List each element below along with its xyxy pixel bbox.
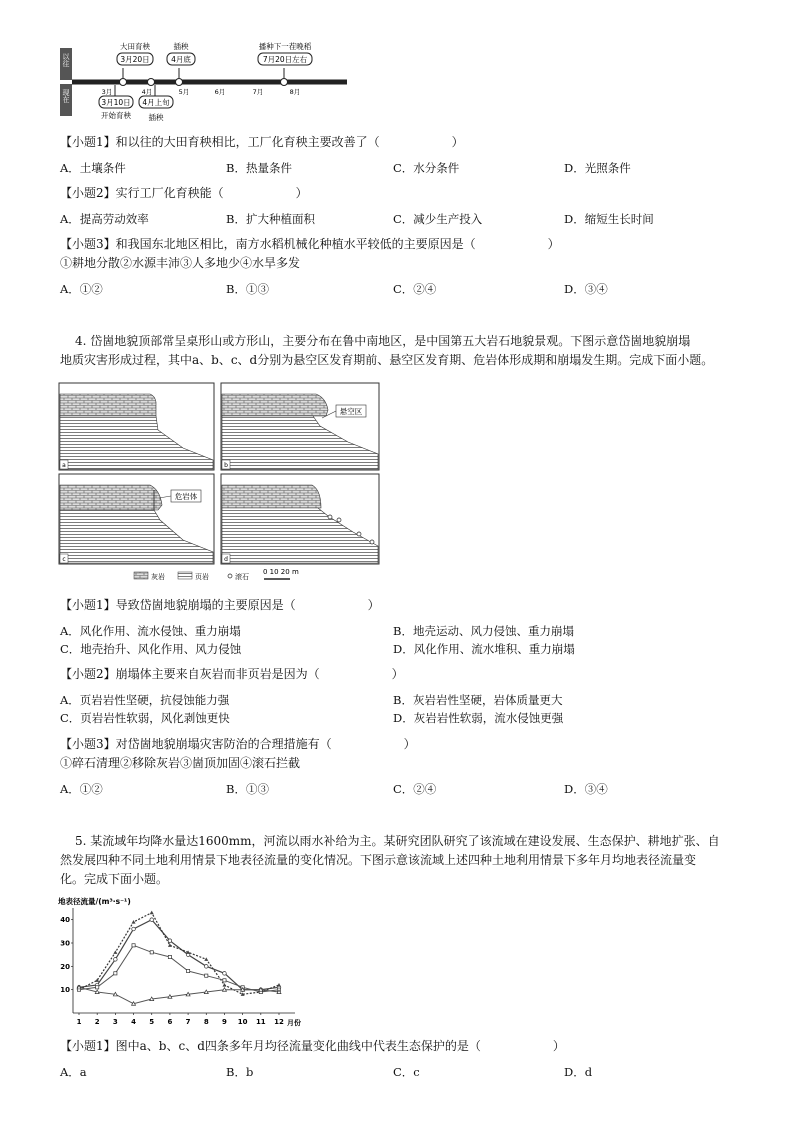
q4-sub3-text: 【小题3】对岱崮地貌崩塌灾害防治的合理措施有（ ） bbox=[60, 737, 416, 751]
series-point-c bbox=[205, 974, 208, 977]
x-tick-label: 6 bbox=[167, 1018, 173, 1026]
series-line-b bbox=[79, 913, 279, 995]
x-tick-label: 12 bbox=[274, 1018, 284, 1026]
now-label-date-2: 4月上旬 bbox=[142, 98, 170, 107]
x-tick-label: 4 bbox=[131, 1018, 136, 1026]
series-point-d bbox=[204, 990, 208, 994]
series-point-c bbox=[150, 951, 153, 954]
runoff-line-chart bbox=[55, 893, 305, 1031]
past-label-date-1: 3月20日 bbox=[120, 55, 150, 64]
q3-sub3-option-c[interactable]: C．②④ bbox=[393, 282, 437, 296]
q3-sub1-option-c[interactable]: C．水分条件 bbox=[393, 161, 460, 175]
q5-intro-line2: 然发展四种不同土地利用情景下地表径流量的变化情况。下图示意该流域上述四种土地利用情景下多年月均地表径流量变 bbox=[60, 853, 697, 867]
q3-sub1-option-a[interactable]: A．土壤条件 bbox=[60, 161, 126, 175]
past-label-date-3: 7月20日左右 bbox=[262, 55, 308, 64]
month-3: 3月 bbox=[101, 88, 113, 96]
q4-sub3-option-c[interactable]: C．②④ bbox=[393, 782, 437, 796]
past-label-title-2: 插秧 bbox=[173, 42, 189, 51]
x-tick-label: 5 bbox=[149, 1018, 155, 1026]
y-tick-label: 10 bbox=[60, 986, 70, 995]
series-point-c bbox=[114, 972, 117, 975]
series-point-d bbox=[132, 1002, 136, 1006]
panel-c-label: c bbox=[62, 556, 66, 563]
series-point-d bbox=[113, 992, 117, 996]
series-point-b bbox=[150, 911, 154, 915]
y-tick-label: 20 bbox=[60, 962, 70, 971]
scale-bar-label: 0 10 20 m bbox=[263, 568, 299, 576]
now-label-date-1: 3月10日 bbox=[101, 98, 131, 107]
series-point-d bbox=[168, 995, 172, 999]
label-dangerous-rock: 危岩体 bbox=[174, 492, 198, 501]
month-8: 8月 bbox=[289, 88, 301, 96]
past-label-title-3: 播种下一茬晚稻 bbox=[258, 42, 312, 51]
q3-sub2-text: 【小题2】实行工厂化育秧能（ ） bbox=[60, 186, 308, 200]
q4-sub3-option-d[interactable]: D．③④ bbox=[564, 782, 608, 796]
y-tick-label: 40 bbox=[60, 916, 70, 925]
label-overhang: 悬空区 bbox=[339, 407, 363, 416]
row-label-past: 以往 bbox=[62, 53, 70, 67]
series-point-c bbox=[168, 955, 171, 958]
now-label-title-2: 插秧 bbox=[148, 113, 164, 122]
q3-sub1-option-b[interactable]: B．热量条件 bbox=[226, 161, 292, 175]
panel-d bbox=[221, 474, 379, 564]
q3-sub1-text: 【小题1】和以往的大田育秧相比，工厂化育秧主要改善了（ ） bbox=[60, 135, 464, 149]
panel-d-label: d bbox=[224, 556, 228, 563]
marker-past-1 bbox=[120, 79, 127, 86]
panel-a bbox=[59, 383, 214, 470]
x-tick-label: 8 bbox=[203, 1018, 209, 1026]
series-line-d bbox=[79, 987, 279, 1003]
q4-sub3-note: ①碎石清理②移除灰岩③崮顶加固④滚石拦截 bbox=[60, 756, 301, 770]
series-point-d bbox=[95, 990, 99, 994]
series-point-a bbox=[223, 972, 227, 976]
q4-intro-line2: 地质灾害形成过程，其中a、b、c、d分别为悬空区发育期前、悬空区发育期、危岩体形成期和崩塌发生期。完成下面小题。 bbox=[60, 353, 714, 367]
series-point-c bbox=[223, 979, 226, 982]
panel-b bbox=[221, 383, 379, 470]
month-7: 7月 bbox=[252, 88, 264, 96]
q3-sub2-option-c[interactable]: C．减少生产投入 bbox=[393, 212, 483, 226]
marker-past-2 bbox=[148, 79, 155, 86]
q4-intro-line1: 4. 岱崮地貌顶部常呈桌形山或方形山，主要分布在鲁中南地区，是中国第五大岩石地貌景观。下图示意岱崮地貌崩塌 bbox=[75, 334, 691, 348]
chart-xlabel: 月份 bbox=[287, 1019, 301, 1027]
collapse-process-figure bbox=[58, 380, 383, 585]
rice-seedling-timeline bbox=[55, 38, 355, 128]
x-tick-label: 7 bbox=[185, 1018, 191, 1026]
series-point-c bbox=[96, 986, 99, 989]
q4-sub3-option-a[interactable]: A．①② bbox=[60, 782, 103, 796]
q3-sub3-option-b[interactable]: B．①③ bbox=[226, 282, 269, 296]
q4-sub2-option-c[interactable]: C．页岩岩性软弱，风化剥蚀更快 bbox=[60, 711, 230, 725]
q4-sub1-option-b[interactable]: B．地壳运动、风力侵蚀、重力崩塌 bbox=[393, 624, 574, 638]
q3-sub3-option-d[interactable]: D．③④ bbox=[564, 282, 608, 296]
q4-sub1-option-d[interactable]: D．风化作用、流水堆积、重力崩塌 bbox=[393, 642, 575, 656]
row-label-now: 现在 bbox=[62, 89, 70, 103]
q4-sub3-option-b[interactable]: B．①③ bbox=[226, 782, 269, 796]
panel-b-label: b bbox=[224, 462, 228, 469]
series-point-d bbox=[186, 992, 190, 996]
series-point-b bbox=[132, 920, 136, 924]
series-point-b bbox=[113, 950, 117, 954]
series-point-b bbox=[204, 957, 208, 961]
chart-ylabel: 地表径流量/(m³·s⁻¹) bbox=[58, 897, 131, 906]
fallen-rock bbox=[328, 515, 332, 519]
q5-sub1-option-d[interactable]: D．d bbox=[564, 1065, 593, 1079]
q4-sub2-option-a[interactable]: A．页岩岩性坚硬，抗侵蚀能力强 bbox=[60, 693, 230, 707]
month-6: 6月 bbox=[214, 88, 226, 96]
x-tick-label: 1 bbox=[76, 1018, 82, 1026]
q4-sub2-text: 【小题2】崩塌体主要来自灰岩而非页岩是因为（ ） bbox=[60, 667, 404, 681]
legend-rock: 滚石 bbox=[235, 573, 249, 581]
series-point-b bbox=[277, 983, 281, 987]
q4-sub1-text: 【小题1】导致岱崮地貌崩塌的主要原因是（ ） bbox=[60, 598, 380, 612]
series-point-a bbox=[204, 965, 208, 969]
series-point-a bbox=[132, 927, 136, 931]
y-tick-label: 30 bbox=[60, 939, 70, 948]
x-tick-label: 3 bbox=[112, 1018, 118, 1026]
series-point-c bbox=[132, 944, 135, 947]
q4-sub1-option-a[interactable]: A．风化作用、流水侵蚀、重力崩塌 bbox=[60, 624, 241, 638]
marker-past-4 bbox=[281, 79, 288, 86]
q4-sub1-option-c[interactable]: C．地壳抬升、风化作用、风力侵蚀 bbox=[60, 642, 242, 656]
x-tick-label: 11 bbox=[255, 1018, 266, 1026]
series-point-c bbox=[186, 969, 189, 972]
x-tick-label: 9 bbox=[222, 1018, 227, 1026]
series-point-a bbox=[114, 958, 118, 962]
q5-sub1-option-b[interactable]: B．b bbox=[226, 1065, 254, 1079]
q3-sub2-option-b[interactable]: B．扩大种植面积 bbox=[226, 212, 315, 226]
legend-limestone: 灰岩 bbox=[151, 573, 165, 581]
series-point-a bbox=[168, 939, 172, 943]
series-point-d bbox=[222, 988, 226, 992]
q4-sub2-option-b[interactable]: B．灰岩岩性坚硬，岩体质量更大 bbox=[393, 693, 563, 707]
q3-sub1-option-d[interactable]: D．光照条件 bbox=[564, 161, 631, 175]
panel-c bbox=[59, 474, 214, 564]
q5-sub1-text: 【小题1】图中a、b、c、d四条多年月均径流量变化曲线中代表生态保护的是（ ） bbox=[60, 1039, 565, 1053]
x-tick-label: 2 bbox=[94, 1018, 100, 1026]
past-label-title-1: 大田育秧 bbox=[120, 42, 150, 51]
q3-sub2-option-a[interactable]: A．提高劳动效率 bbox=[60, 212, 149, 226]
fallen-rock bbox=[337, 518, 341, 522]
marker-past-3 bbox=[176, 79, 183, 86]
fallen-rock bbox=[370, 540, 374, 544]
series-point-a bbox=[150, 918, 154, 922]
month-5: 5月 bbox=[178, 88, 190, 96]
q5-sub1-option-c[interactable]: C．c bbox=[393, 1065, 420, 1079]
q5-sub1-option-a[interactable]: A．a bbox=[60, 1065, 87, 1079]
fallen-rock bbox=[357, 532, 361, 536]
q4-sub2-option-d[interactable]: D．灰岩岩性软弱，流水侵蚀更强 bbox=[393, 711, 564, 725]
series-point-d bbox=[150, 997, 154, 1001]
past-label-date-2: 4月底 bbox=[171, 55, 191, 64]
series-line-a bbox=[79, 920, 279, 990]
q5-intro-line3: 化。完成下面小题。 bbox=[60, 872, 169, 886]
q3-sub2-option-d[interactable]: D．缩短生长时间 bbox=[564, 212, 654, 226]
x-tick-label: 10 bbox=[237, 1018, 248, 1026]
q3-sub3-text: 【小题3】和我国东北地区相比，南方水稻机械化种植水平较低的主要原因是（ ） bbox=[60, 237, 560, 251]
q3-sub3-note: ①耕地分散②水源丰沛③人多地少④水旱多发 bbox=[60, 256, 301, 270]
now-label-title-1: 开始育秧 bbox=[101, 111, 131, 120]
q5-intro-line1: 5. 某流域年均降水量达1600mm，河流以雨水补给为主。某研究团队研究了该流域在建设发展、生态保护、耕地扩张、自 bbox=[75, 834, 720, 848]
panel-a-label: a bbox=[62, 462, 66, 469]
q3-sub3-option-a[interactable]: A．①② bbox=[60, 282, 103, 296]
figure-legend bbox=[134, 568, 299, 581]
legend-shale: 页岩 bbox=[195, 573, 209, 581]
month-4: 4月 bbox=[141, 88, 153, 96]
